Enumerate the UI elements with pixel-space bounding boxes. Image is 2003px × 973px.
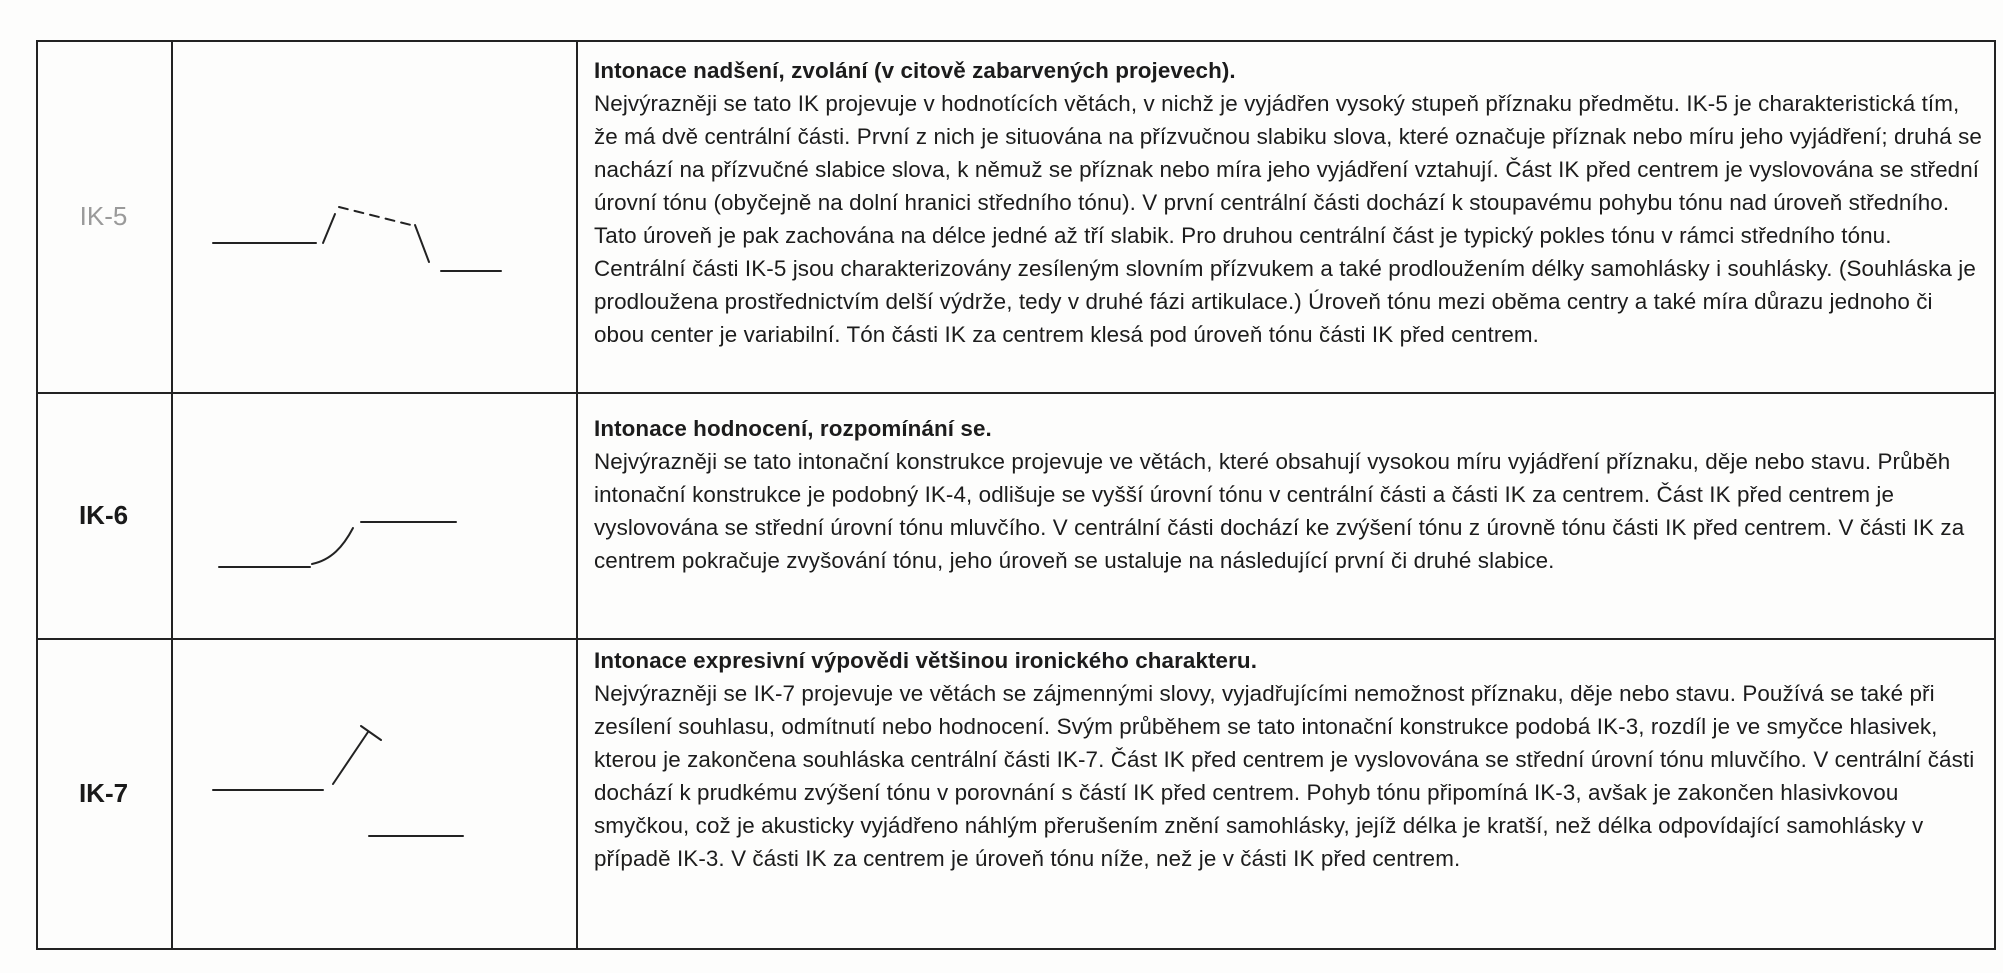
ik6-contour-diagram	[171, 392, 574, 638]
table-bottom-rule	[36, 948, 1996, 950]
center-sharp-rise	[333, 732, 368, 784]
row-body: Nejvýrazněji se tato intonační konstrukce projevuje ve větách, které obsahují vysokou míru vyjádření příznaku, děje nebo stavu. Průběh intonační konstrukce je podobný IK-4, odlišuje se vyšší úrovní tónu v centrální části a části IK za centrem. Část IK před centrem je vyslovována se střední úrovní tónu mluvčího. V centrální části dochází ke zvýšení tónu z úrovně tónu části IK před centrem. V části IK za centrem pokračuje zvyšování tónu, jeho úroveň se ustaluje na následující první či druhé slabice.	[594, 449, 1965, 573]
second-center-fall	[415, 225, 429, 262]
intonation-table	[36, 40, 1996, 950]
sustained-level-dashed	[339, 207, 411, 225]
table-row	[36, 40, 1996, 392]
row-heading: Intonace nadšení, zvolání (v citově zabarvených projevech).	[594, 58, 1236, 83]
table-row	[36, 638, 1996, 948]
description-cell	[594, 54, 1989, 351]
row-heading: Intonace expresivní výpovědi většinou ironického charakteru.	[594, 648, 1258, 673]
first-center-rise	[323, 214, 335, 243]
description-cell	[594, 412, 1989, 577]
row-label: IK-7	[78, 777, 129, 808]
intonation-curve	[171, 392, 574, 638]
ik7-contour-diagram	[171, 638, 574, 948]
table-row	[36, 392, 1996, 638]
row-heading: Intonace hodnocení, rozpomínání se.	[594, 416, 992, 441]
row-body: Nejvýrazněji se IK-7 projevuje ve větách se zájmennými slovy, vyjadřujícími nemožnost příznaku, děje nebo stavu. Používá se také při zesílení souhlasu, odmítnutí nebo hodnocení. Svým průběhem se tato intonační konstrukce podobá IK-3, rozdíl je ve smyčce hlasivek, kterou je zakončena souhláska centrální části IK-7. Část IK před centrem je vyslovována se střední úrovní tónu mluvčího. V centrální části dochází k prudkému zvýšení tónu v porovnání s částí IK před centrem. Pohyb tónu připomíná IK-3, avšak je zakončen hlasivkovou smyčkou, což je akusticky vyjádřeno náhlým přerušením znění samohlásky, jejíž délka je kratší, než délka odpovídající samohlásky v případě IK-3. V části IK za centrem je úroveň tónu níže, než je v části IK před centrem.	[594, 681, 1975, 871]
intonation-curve	[171, 40, 574, 392]
description-cell	[594, 644, 1989, 875]
ik5-contour-diagram	[171, 40, 574, 392]
row-body: Nejvýrazněji se tato IK projevuje v hodnotících větách, v nichž je vyjádřen vysoký stupeň příznaku předmětu. IK-5 je charakteristická tím, že má dvě centrální části. První z nich je situována na přízvučnou slabiku slova, které označuje příznak nebo míru jeho vyjádření; druhá se nachází na přízvučné slabice slova, k němuž se příznak nebo míra jeho vyjádření vztahují. Část IK před centrem je vyslovována se střední úrovní tónu (obyčejně na dolní hranici středního tónu). V první centrální části dochází k stoupavému pohybu tónu nad úroveň středního. Tato úroveň je pak zachována na délce jedné až tří slabik. Pro druhou centrální část je typický pokles tónu v rámci středního tónu. Centrální části IK-5 jsou charakterizovány zesíleným slovním přízvukem a také prodloužením délky samohlásky i souhlásky. (Souhláska je prodloužena prostřednictvím delší výdrže, tedy v druhé fázi artikulace.) Úroveň tónu mezi oběma centry a také míra důrazu jednoho či obou center je variabilní. Tón části IK za centrem klesá pod úroveň tónu části IK před centrem.	[594, 91, 1982, 347]
center-rise-curve	[312, 528, 353, 564]
row-label: IK-5	[79, 200, 128, 231]
row-label: IK-6	[78, 499, 129, 530]
intonation-curve	[171, 638, 574, 948]
